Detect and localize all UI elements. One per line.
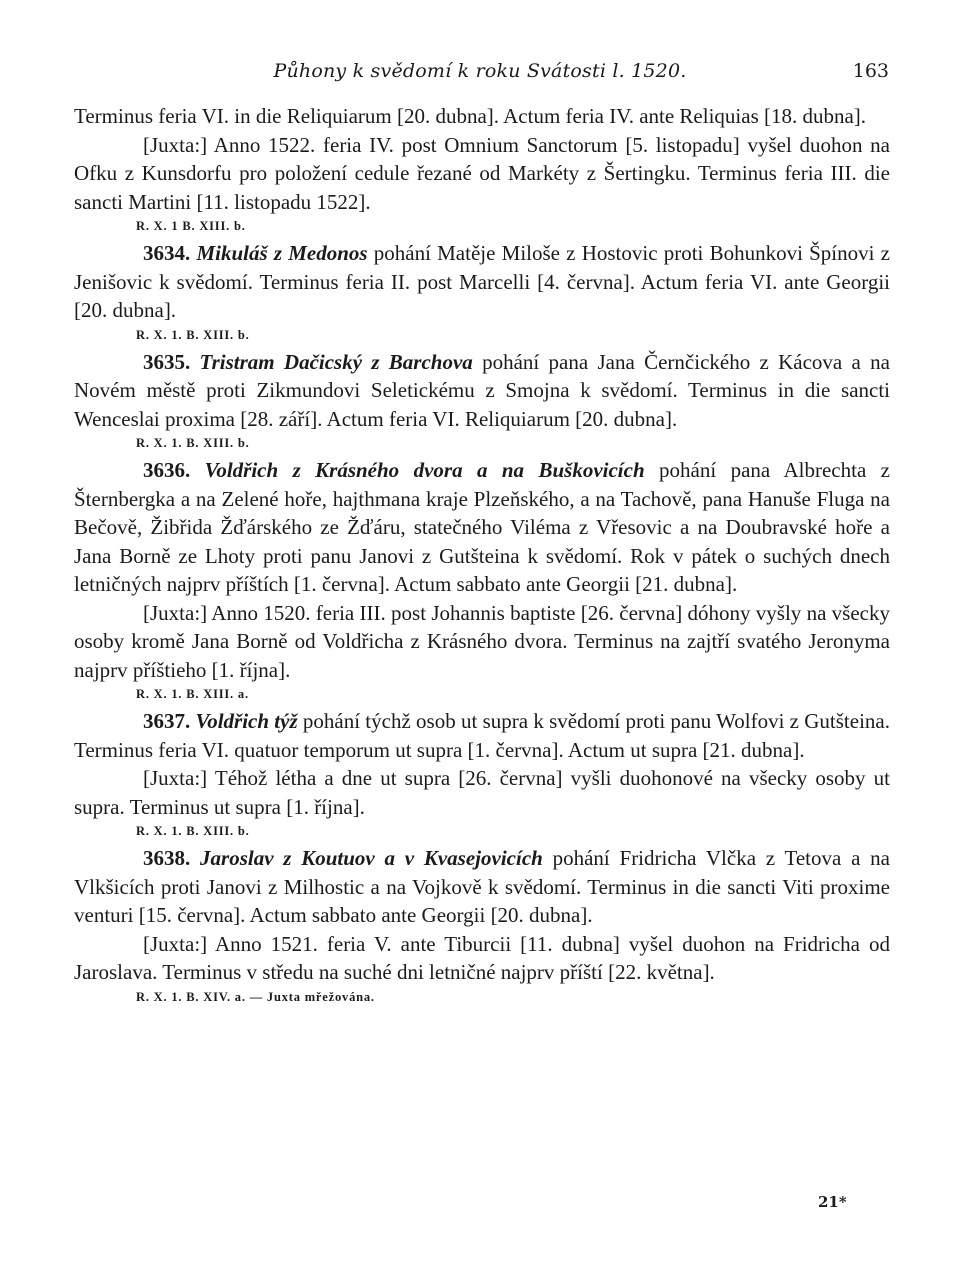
- entry-3634: [74, 239, 890, 325]
- source-reference: R. X. 1 B. XIII. b.: [136, 219, 246, 233]
- entry-text: pohání pana Albrechta z Šternbergka a na Zelené hoře, hajthmana kraje Plzeňského, a na Tachově, pana Hanuše Fluga na Bečově, Žibřida Žďárského ze Žďáru, statečného Viléma z Vřesovic a na Doubravské hoře a Jana Borně ze Lhoty proti panu Janovi z Gutšteina k svědomí. Rok v pátek o suchých dnech letničných najprv příštích [1. června]. Actum sabbato ante Georgii [21. dubna].: [74, 458, 891, 596]
- entry-person: Mikuláš z Medonos: [196, 241, 368, 265]
- page-header: [0, 60, 960, 90]
- entry-juxta-note: [Juxta:] Anno 1521. feria V. ante Tiburcii [11. dubna] vyšel duohon na Fridricha od Jaroslava. Terminus v středu na suché dni letničné najprv příští [22. května].: [74, 931, 890, 984]
- entry-text: pohání týchž osob ut supra k svědomí proti panu Wolfovi z Gutšteina. Terminus feria VI. quatuor temporum ut supra [1. června]. Actum ut supra [21. dubna].: [74, 709, 890, 762]
- entry-person: Tristram Dačicský z Barchova: [199, 349, 473, 374]
- source-reference: R. X. 1. B. XIV. a. — Juxta mřežována.: [136, 989, 375, 1004]
- entry-text: pohání Fridricha Vlčka z Tetova a na Vlkšicích proti Janovi z Milhostic a na Vojkově k svědomí. Terminus in die sancti Viti proxime venturi [15. června]. Actum sabbato ante Georgii [20. dubna].: [74, 846, 890, 927]
- entry-person: Voldřich z Krásného dvora a na Buškovicích: [204, 458, 645, 482]
- source-reference: R. X. 1. B. XIII. b.: [136, 327, 250, 342]
- entry-3637: [74, 707, 890, 764]
- source-reference: R. X. 1. B. XIII. a.: [136, 687, 249, 701]
- entry-3636: [74, 456, 890, 599]
- entry-person: Voldřich týž: [195, 709, 298, 733]
- entry-text: pohání Matěje Miloše z Hostovic proti Bohunkovi Špínovi z Jenišovic k svědomí. Terminus feria II. post Marcelli [4. června]. Actum feria VI. ante Georgii [20. dubna].: [74, 241, 890, 322]
- entry-number: 3636.: [143, 458, 191, 482]
- entry-text: pohání pana Jana Černčického z Kácova a na Novém městě proti Zikmundovi Seletickému z Smojna k svědomí. Terminus in die sancti Wenceslai proxima [28. září]. Actum feria VI. Reliquiarum [20. dubna].: [74, 349, 890, 431]
- text-body: [74, 102, 890, 1007]
- running-title: Půhony k svědomí k roku Svátosti l. 1520.: [273, 60, 687, 82]
- source-reference: R. X. 1. B. XIII. b.: [136, 824, 250, 838]
- entry-3635: [74, 348, 890, 434]
- signature-mark: 21*: [818, 1193, 847, 1211]
- entry-number: 3637.: [143, 709, 191, 733]
- source-reference: R. X. 1. B. XIII. b.: [136, 436, 250, 450]
- entry-juxta-note: [Juxta:] Anno 1520. feria III. post Johannis baptiste [26. června] dóhony vyšly na všecky osoby kromě Jana Borně od Voldřicha z Krásného dvora. Terminus na zajtří svatého Jeronyma najprv příštieho [1. října].: [74, 600, 890, 682]
- entry-juxta-note: [Juxta:] Téhož létha a dne ut supra [26. června] vyšli duohonové na všecky osoby ut supra. Terminus ut supra [1. října].: [74, 766, 890, 819]
- entry-number: 3635.: [143, 349, 191, 374]
- intro-paragraph-1: Terminus feria VI. in die Reliquiarum [20. dubna]. Actum feria IV. ante Reliquias [18. dubna].: [74, 104, 867, 128]
- entry-number: 3638.: [143, 846, 191, 870]
- entry-number: 3634.: [143, 241, 191, 265]
- intro-paragraph-2: [Juxta:] Anno 1522. feria IV. post Omnium Sanctorum [5. listopadu] vyšel duohon na Ofku z Kunsdorfu pro položení cedule řezané od Markéty z Šertingku. Terminus feria III. die sancti Martini [11. listopadu 1522].: [74, 132, 890, 214]
- entry-person: Jaroslav z Koutuov a v Kvasejovicích: [200, 846, 543, 870]
- entry-3638: [74, 844, 890, 930]
- page-number: 163: [852, 60, 889, 82]
